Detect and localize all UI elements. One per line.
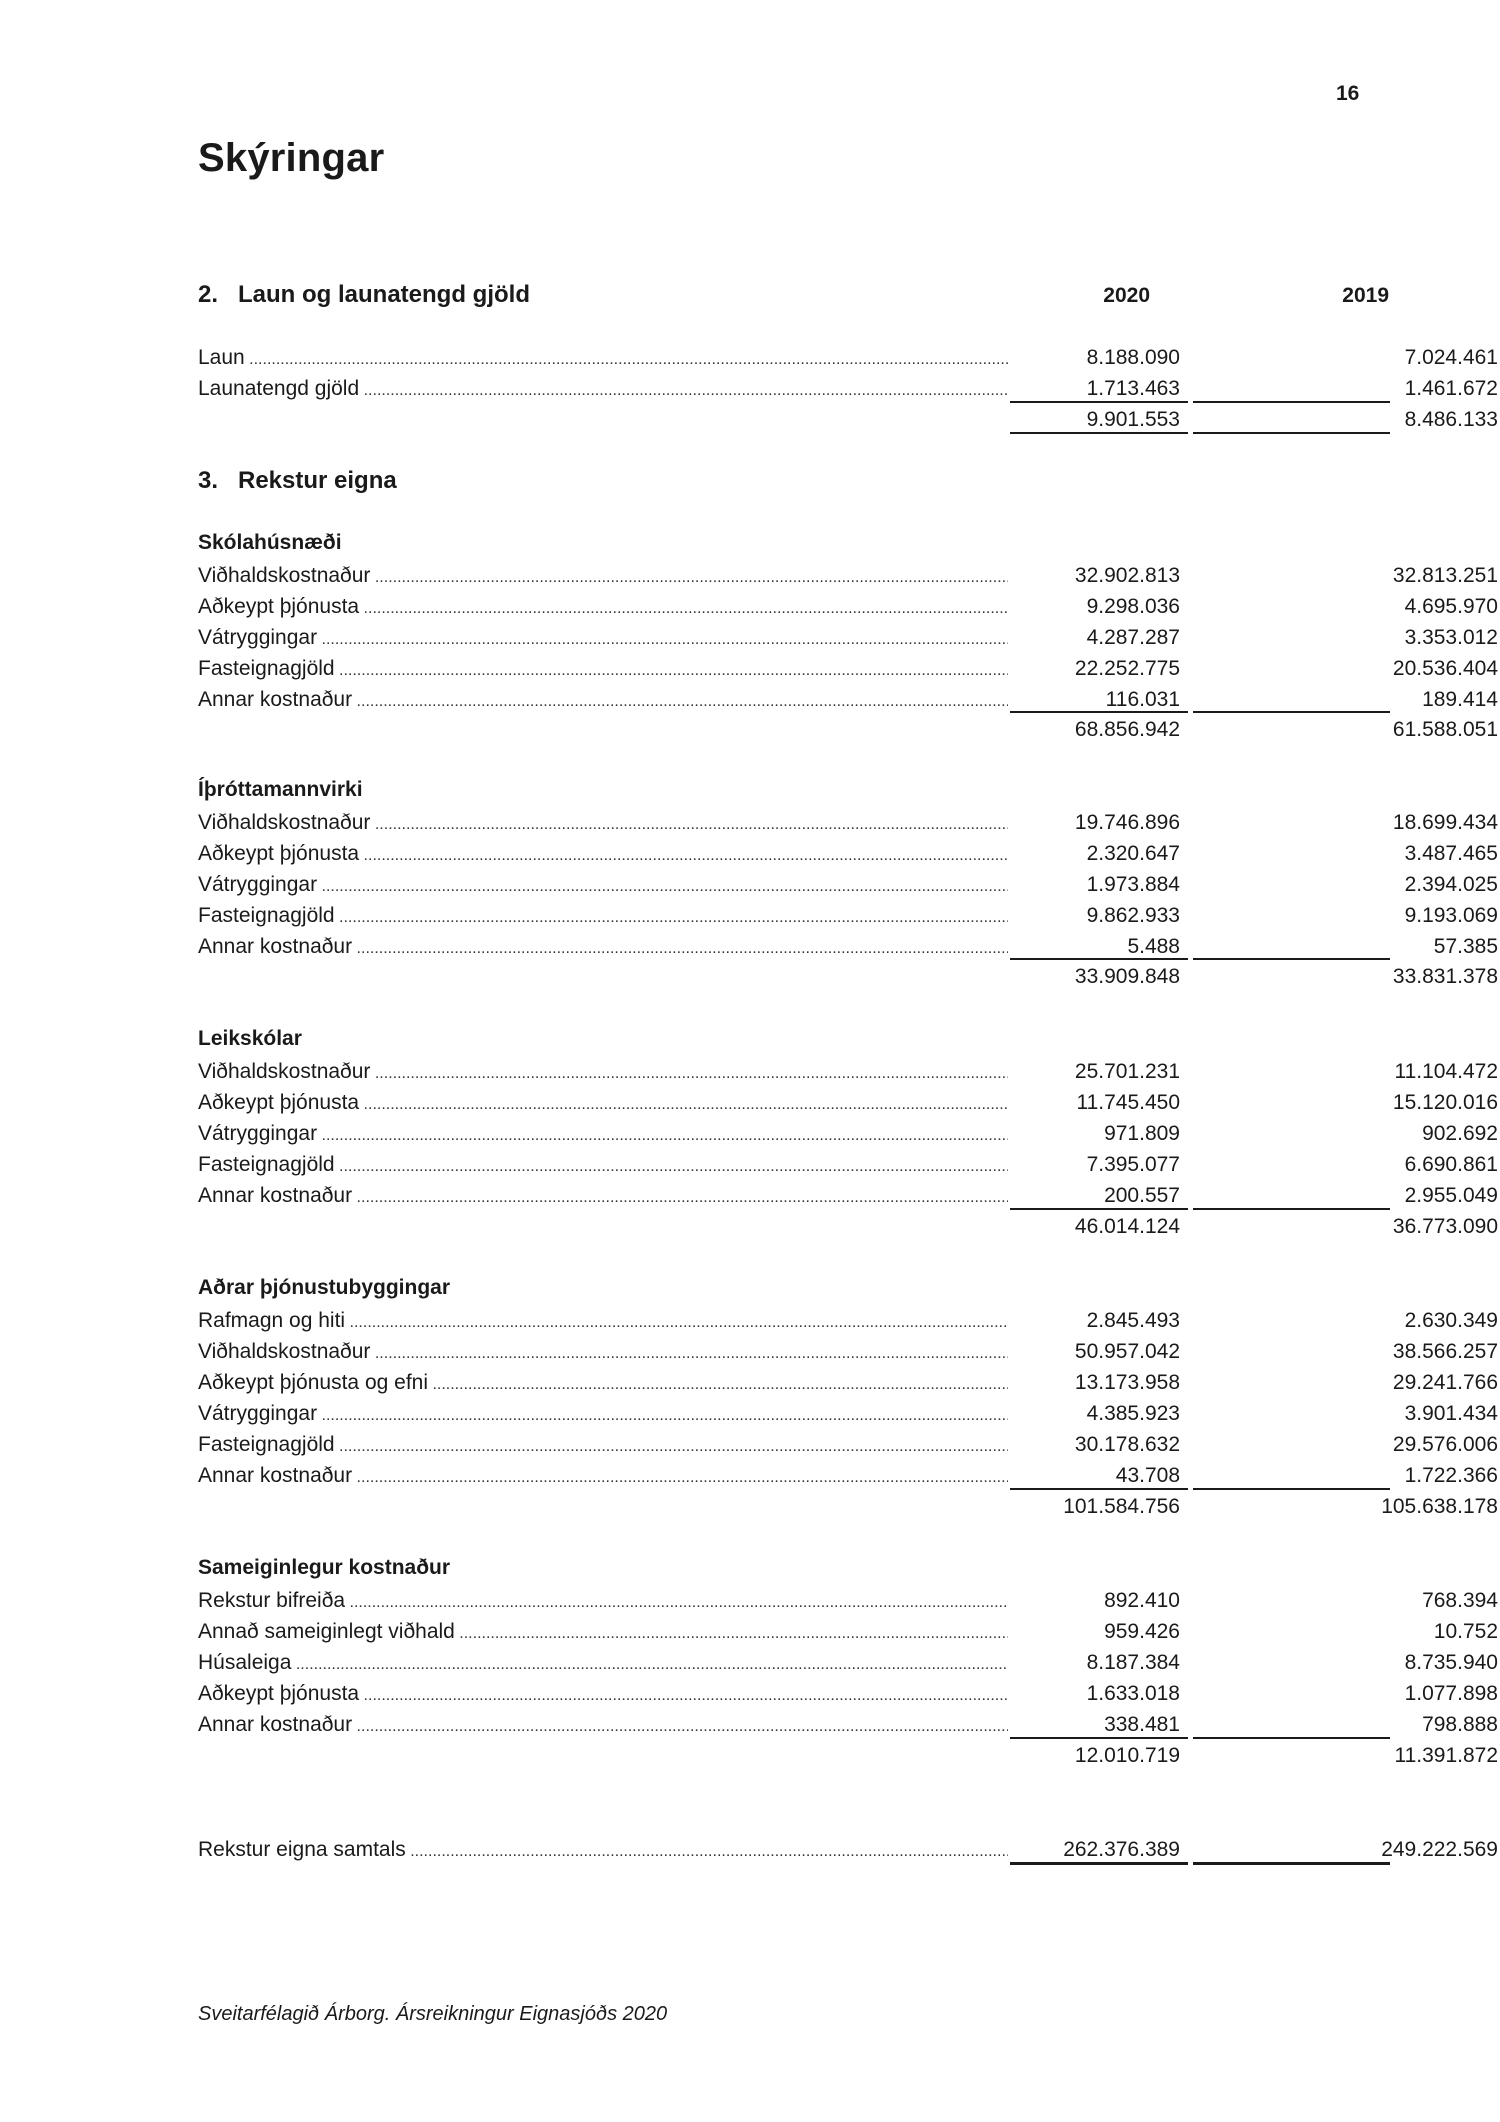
value-2020: 1.713.463 [1086, 377, 1180, 400]
value-2019: 15.120.016 [1392, 1091, 1498, 1114]
subtotal-rule [1193, 711, 1390, 713]
subtotal-rule [1010, 711, 1188, 713]
value-2019: 7.024.461 [1404, 346, 1498, 369]
row-label: Viðhaldskostnaður ..... [198, 561, 1008, 593]
value-2019: 1.077.898 [1404, 1682, 1498, 1705]
value-2020: 892.410 [1104, 1589, 1180, 1612]
value-2020: 959.426 [1104, 1620, 1180, 1643]
section-heading: Aðrar þjónustubyggingar [198, 1276, 450, 1299]
subtotal-rule [1010, 401, 1188, 403]
total-2019: 61.588.051 [1392, 718, 1498, 741]
value-2019: 10.752 [1433, 1620, 1498, 1643]
note-2-heading [198, 281, 530, 309]
value-2020: 50.957.042 [1074, 1340, 1180, 1363]
value-2020: 30.178.632 [1074, 1433, 1180, 1456]
value-2020: 200.557 [1104, 1184, 1180, 1207]
row-label: Vátryggingar ..... [198, 623, 1008, 655]
row-label: Rekstur bifreiða ..... [198, 1586, 1008, 1618]
value-2019: 29.241.766 [1392, 1371, 1498, 1394]
value-2019: 3.353.012 [1404, 626, 1498, 649]
subtotal-rule [1193, 1488, 1390, 1490]
row-label: Annar kostnaður ..... [198, 1461, 1008, 1493]
subtotal-rule [1010, 1737, 1188, 1739]
value-2020: 116.031 [1105, 688, 1180, 711]
value-2019: 32.813.251 [1392, 564, 1498, 587]
row-label: Fasteignagjöld ..... [198, 901, 1008, 933]
value-2020: 25.701.231 [1074, 1060, 1180, 1083]
row-label: Annað sameiginlegt viðhald ..... [198, 1617, 1008, 1649]
subtotal-rule [1193, 401, 1390, 403]
total-2020: 101.584.756 [1063, 1495, 1180, 1518]
value-2020: 7.395.077 [1086, 1153, 1180, 1176]
section-heading: Íþróttamannvirki [198, 778, 363, 801]
grand-total-2020: 262.376.389 [1063, 1838, 1180, 1861]
row-label: Viðhaldskostnaður ..... [198, 1057, 1008, 1089]
value-2019: 8.735.940 [1404, 1651, 1498, 1674]
row-label: Viðhaldskostnaður ..... [198, 1337, 1008, 1369]
value-2020: 2.320.647 [1086, 842, 1180, 865]
row-label: Annar kostnaður ..... [198, 1181, 1008, 1213]
value-2020: 9.862.933 [1086, 904, 1180, 927]
row-label: Aðkeypt þjónusta ..... [198, 1679, 1008, 1711]
value-2020: 13.173.958 [1074, 1371, 1180, 1394]
row-label: Aðkeypt þjónusta ..... [198, 1088, 1008, 1120]
value-2020: 11.745.450 [1076, 1091, 1180, 1114]
row-label: Annar kostnaður ..... [198, 685, 1008, 717]
subtotal-rule [1193, 1208, 1390, 1210]
value-2019: 4.695.970 [1404, 595, 1498, 618]
subtotal-rule [1010, 1488, 1188, 1490]
total-rule [1193, 432, 1390, 434]
row-label: Fasteignagjöld ..... [198, 1150, 1008, 1182]
value-2019: 2.394.025 [1404, 873, 1498, 896]
value-2019: 29.576.006 [1392, 1433, 1498, 1456]
section-heading: Leikskólar [198, 1027, 302, 1050]
row-label: Vátryggingar ..... [198, 1399, 1008, 1431]
subtotal-rule [1193, 958, 1390, 960]
value-2019: 2.630.349 [1404, 1309, 1498, 1332]
row-label: Fasteignagjöld ..... [198, 1430, 1008, 1462]
value-2019: 1.461.672 [1404, 377, 1498, 400]
value-2020: 2.845.493 [1086, 1309, 1180, 1332]
value-2020: 338.481 [1104, 1713, 1180, 1736]
note-number: 2. [198, 281, 219, 308]
grand-total-rule [1010, 1862, 1188, 1865]
note-title: Laun og launatengd gjöld [238, 281, 530, 308]
value-2020: 5.488 [1127, 935, 1180, 958]
row-label: Annar kostnaður ..... [198, 932, 1008, 964]
note-number: 3. [198, 467, 219, 494]
value-2020: 22.252.775 [1074, 657, 1180, 680]
row-label: Aðkeypt þjónusta ..... [198, 592, 1008, 624]
value-2019: 57.385 [1433, 935, 1498, 958]
value-2020: 8.187.384 [1086, 1651, 1180, 1674]
total-2020: 46.014.124 [1074, 1215, 1180, 1238]
value-2019: 902.692 [1422, 1122, 1498, 1145]
value-2020: 971.809 [1104, 1122, 1180, 1145]
row-label: Rekstur eigna samtals ..... [198, 1835, 1008, 1867]
column-header-2020: 2020 [1103, 284, 1150, 307]
row-label: Rafmagn og hiti ..... [198, 1306, 1008, 1338]
value-2020: 4.385.923 [1086, 1402, 1180, 1425]
value-2020: 1.973.884 [1086, 873, 1180, 896]
total-2019: 33.831.378 [1392, 965, 1498, 988]
row-label: Laun ..... [198, 343, 1008, 375]
row-label: Vátryggingar ..... [198, 870, 1008, 902]
value-2019: 9.193.069 [1404, 904, 1498, 927]
total-2019: 8.486.133 [1404, 408, 1498, 431]
total-2020: 12.010.719 [1074, 1744, 1180, 1767]
value-2019: 2.955.049 [1404, 1184, 1498, 1207]
total-2020: 68.856.942 [1074, 718, 1180, 741]
page-number: 16 [1336, 82, 1360, 105]
value-2020: 19.746.896 [1074, 811, 1180, 834]
column-header-2019: 2019 [1342, 284, 1389, 307]
value-2020: 32.902.813 [1074, 564, 1180, 587]
row-label: Launatengd gjöld ..... [198, 374, 1008, 406]
value-2019: 3.901.434 [1404, 1402, 1498, 1425]
subtotal-rule [1010, 958, 1188, 960]
value-2020: 8.188.090 [1086, 346, 1180, 369]
value-2020: 43.708 [1115, 1464, 1180, 1487]
value-2019: 798.888 [1422, 1713, 1498, 1736]
row-label: Annar kostnaður ..... [198, 1710, 1008, 1742]
value-2019: 3.487.465 [1404, 842, 1498, 865]
total-rule [1010, 432, 1188, 434]
row-label: Húsaleiga ..... [198, 1648, 1008, 1680]
subtotal-rule [1010, 1208, 1188, 1210]
page-title: Skýringar [198, 136, 385, 180]
total-2020: 9.901.553 [1086, 408, 1180, 431]
grand-total-2019: 249.222.569 [1381, 1838, 1498, 1861]
value-2020: 1.633.018 [1086, 1682, 1180, 1705]
section-heading: Sameiginlegur kostnaður [198, 1556, 451, 1579]
value-2020: 9.298.036 [1086, 595, 1180, 618]
total-2019: 105.638.178 [1381, 1495, 1498, 1518]
value-2019: 11.104.472 [1394, 1060, 1498, 1083]
row-label: Vátryggingar ..... [198, 1119, 1008, 1151]
total-2019: 36.773.090 [1392, 1215, 1498, 1238]
row-label: Aðkeypt þjónusta ..... [198, 839, 1008, 871]
total-2019: 11.391.872 [1394, 1744, 1498, 1767]
note-3-heading [198, 467, 397, 495]
value-2019: 6.690.861 [1404, 1153, 1498, 1176]
value-2019: 18.699.434 [1392, 811, 1498, 834]
note-title: Rekstur eigna [238, 467, 397, 494]
section-heading: Skólahúsnæði [198, 531, 342, 554]
value-2019: 20.536.404 [1392, 657, 1498, 680]
grand-total-rule [1193, 1862, 1390, 1865]
value-2019: 189.414 [1422, 688, 1498, 711]
row-label: Fasteignagjöld ..... [198, 654, 1008, 686]
row-label: Viðhaldskostnaður ..... [198, 808, 1008, 840]
value-2019: 1.722.366 [1404, 1464, 1498, 1487]
page-footer: Sveitarfélagið Árborg. Ársreikningur Eignasjóðs 2020 [198, 2003, 668, 2025]
value-2020: 4.287.287 [1086, 626, 1180, 649]
total-2020: 33.909.848 [1074, 965, 1180, 988]
subtotal-rule [1193, 1737, 1390, 1739]
value-2019: 38.566.257 [1392, 1340, 1498, 1363]
value-2019: 768.394 [1422, 1589, 1498, 1612]
row-label: Aðkeypt þjónusta og efni ..... [198, 1368, 1008, 1400]
